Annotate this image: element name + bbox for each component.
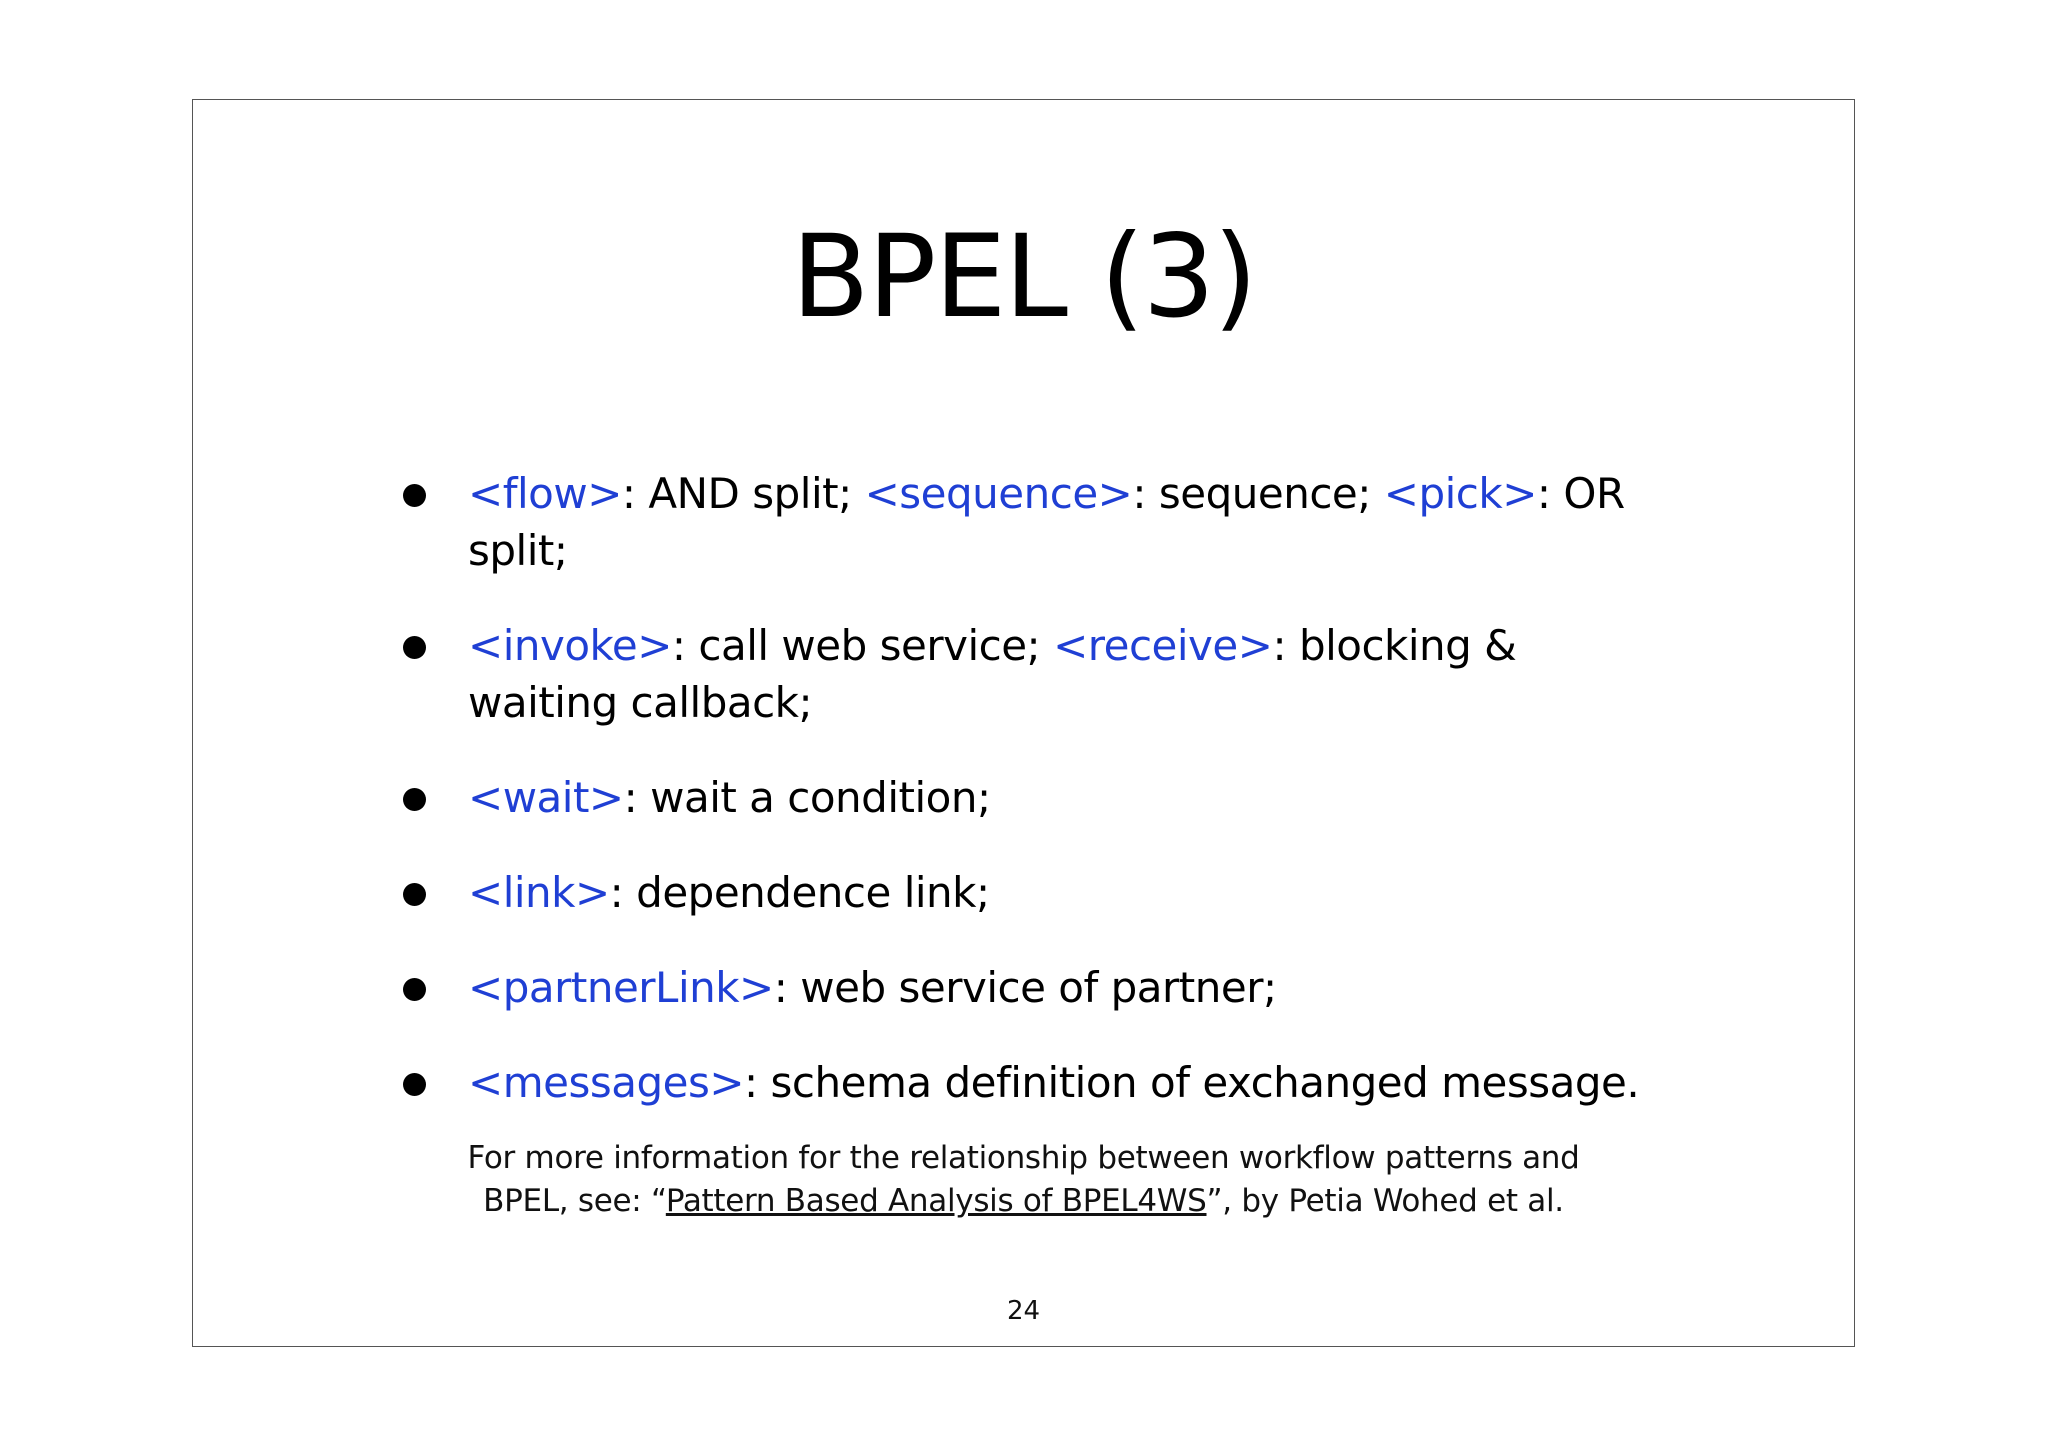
bullet-dot-icon — [403, 883, 426, 906]
bullet-text — [468, 621, 1516, 727]
bullet-dot-icon — [403, 788, 426, 811]
bullet-segment: : OR split; — [468, 469, 1625, 575]
footnote-line-2 — [193, 1180, 1854, 1223]
tag-keyword: <wait> — [468, 773, 624, 822]
bullet-segment: : AND split; — [621, 469, 865, 518]
bullet-segment: : web service of partner; — [773, 963, 1277, 1012]
footnote-suffix: ”, by Petia Wohed et al. — [1206, 1183, 1564, 1219]
bullet-text — [468, 1058, 1639, 1107]
bullet-list — [403, 465, 1653, 1111]
bullet-dot-icon — [403, 636, 426, 659]
bullet-dot-icon — [403, 484, 426, 507]
bullet-segment: : blocking & waiting callback; — [468, 621, 1517, 727]
tag-keyword: <messages> — [468, 1058, 745, 1107]
bullet-item-messages — [403, 1054, 1653, 1111]
bullet-item-link — [403, 864, 1653, 921]
tag-keyword: <partnerLink> — [468, 963, 774, 1012]
page-number: 24 — [1006, 1296, 1041, 1326]
slide-frame — [192, 99, 1855, 1347]
bullet-text — [468, 469, 1625, 575]
reference-link[interactable]: Pattern Based Analysis of BPEL4WS — [665, 1183, 1207, 1219]
tag-keyword: <invoke> — [468, 621, 672, 670]
footnote — [193, 1137, 1854, 1223]
bullet-item-flow — [403, 465, 1653, 579]
bullet-text — [468, 963, 1277, 1012]
bullet-segment: : call web service; — [671, 621, 1054, 670]
footnote-line-1: For more information for the relationship between workflow patterns and — [467, 1140, 1580, 1176]
tag-keyword: <link> — [468, 868, 610, 917]
tag-keyword: <pick> — [1383, 469, 1537, 518]
slide-title: BPEL (3) — [791, 210, 1256, 343]
bullet-text — [468, 773, 991, 822]
bullet-item-wait — [403, 769, 1653, 826]
tag-keyword: <sequence> — [864, 469, 1133, 518]
bullet-dot-icon — [403, 978, 426, 1001]
bullet-segment: : wait a condition; — [623, 773, 991, 822]
bullet-segment: : schema definition of exchanged message. — [744, 1058, 1640, 1107]
bullet-text — [468, 868, 990, 917]
bullet-segment: : sequence; — [1132, 469, 1384, 518]
bullet-item-invoke — [403, 617, 1653, 731]
tag-keyword: <flow> — [468, 469, 622, 518]
bullet-dot-icon — [403, 1073, 426, 1096]
bullet-item-partnerlink — [403, 959, 1653, 1016]
tag-keyword: <receive> — [1053, 621, 1273, 670]
bullet-segment: : dependence link; — [609, 868, 990, 917]
footnote-prefix: BPEL, see: “ — [483, 1183, 666, 1219]
